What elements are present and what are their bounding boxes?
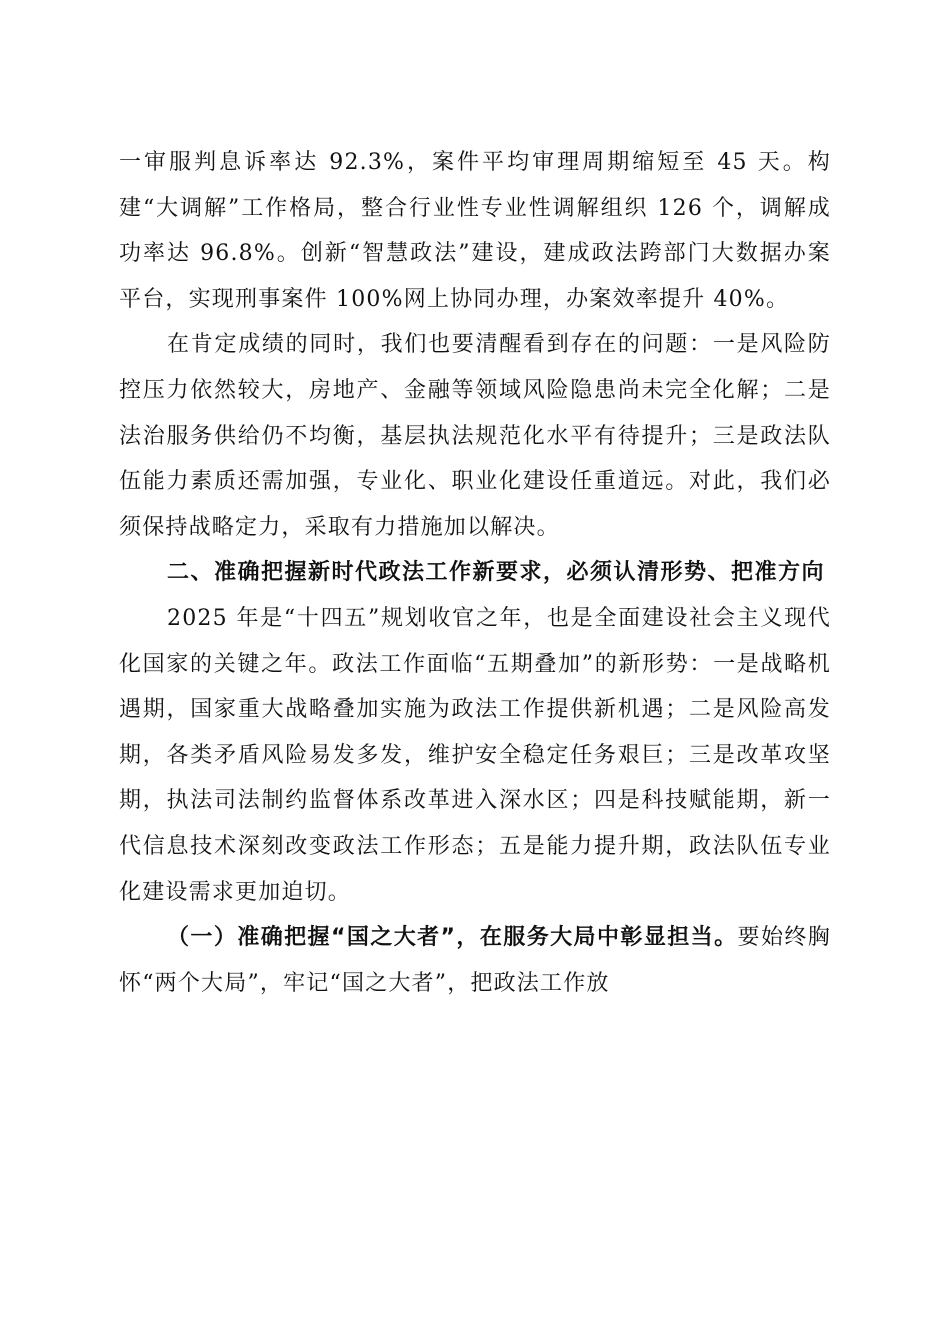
document-body bbox=[119, 140, 831, 1006]
paragraph-situation: 2025 年是“十四五”规划收官之年，也是全面建设社会主义现代化国家的关键之年。政法工作面临“五期叠加”的新形势：一是战略机遇期，国家重大战略叠加实施为政法工作提供新机遇；二是风险高发期，各类矛盾风险易发多发，维护安全稳定任务艰巨；三是改革攻坚期，执法司法制约监督体系改革进入深水区；四是科技赋能期，新一代信息技术深刻改变政法工作形态；五是能力提升期，政法队伍专业化建设需求更加迫切。 bbox=[119, 605, 831, 905]
section-heading-2: 二、准确把握新时代政法工作新要求，必须认清形势、把准方向 bbox=[167, 560, 826, 586]
paragraph-problems: 在肯定成绩的同时，我们也要清醒看到存在的问题：一是风险防控压力依然较大，房地产、金融等领域风险隐患尚未完全化解；二是法治服务供给仍不均衡，基层执法规范化水平有待提升；三是政法队伍能力素质还需加强，专业化、职业化建设任重道远。对此，我们必须保持战略定力，采取有力措施加以解决。 bbox=[119, 332, 831, 540]
paragraph-achievements: 一审服判息诉率达 92.3%，案件平均审理周期缩短至 45 天。构建“大调解”工作格局，整合行业性专业性调解组织 126 个，调解成功率达 96.8%。创新“智慧政法”建设，建成政法跨部门大数据办案平台，实现刑事案件 100%网上协同办理，办案效率提升 40%。 bbox=[119, 150, 831, 312]
subsection-1-body: 要始终胸怀“两个大局”，牢记“国之大者”，把政法工作放 bbox=[119, 925, 831, 996]
subsection-1-lead: （一）准确把握“国之大者”，在服务大局中彰显担当。 bbox=[167, 925, 738, 951]
paragraph-subsection-1 bbox=[119, 915, 831, 1006]
